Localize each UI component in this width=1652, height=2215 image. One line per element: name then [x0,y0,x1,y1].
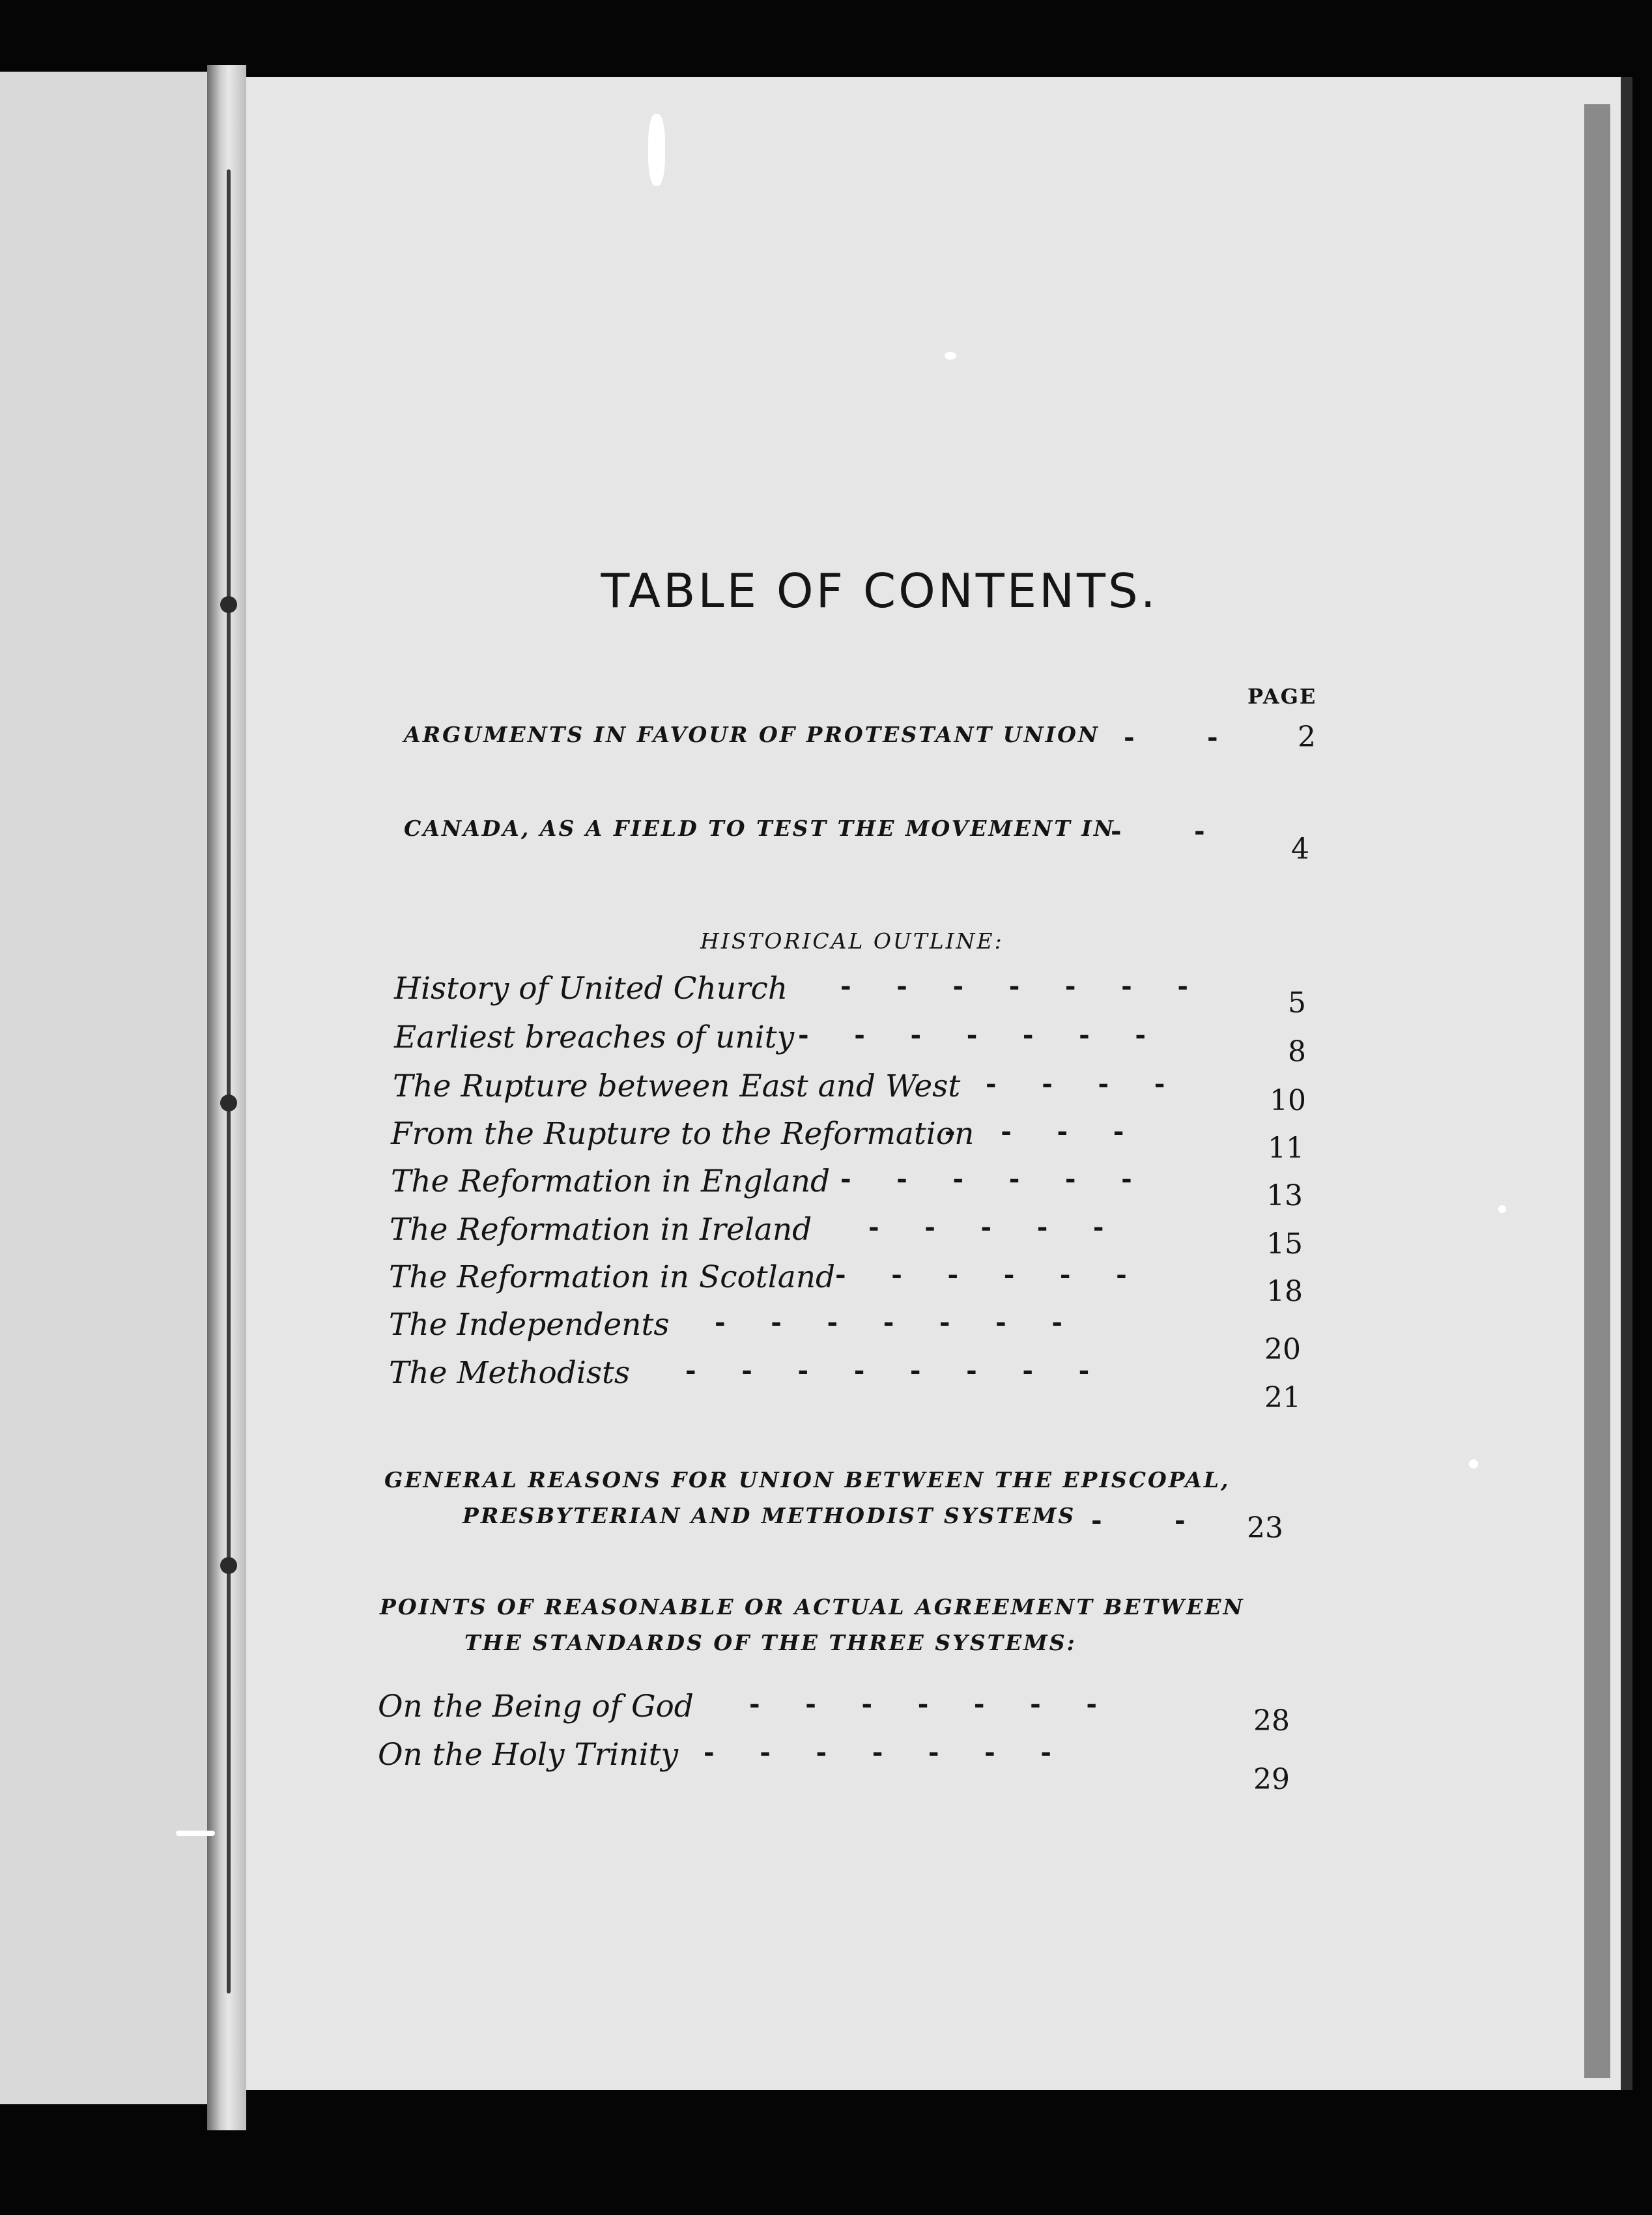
toc-entry-label: The Reformation in England [391,1164,831,1199]
toc-entry-label: On the Being of God [378,1689,694,1724]
toc-entry-label: The Rupture between East and West [393,1068,961,1104]
toc-entry-label: From the Rupture to the Reformation [391,1116,975,1152]
leader-dots: - - [1091,1505,1186,1536]
dust-speck [1469,1459,1478,1468]
toc-entry-label: CANADA, AS A FIELD TO TEST THE MOVEMENT IN [404,816,1115,841]
binding-knot [220,596,237,613]
leader-dots: - - - - [986,1068,1165,1099]
toc-entry-label: The Independents [389,1307,670,1343]
toc-entry-label: The Methodists [389,1355,631,1391]
toc-entry-label: ARGUMENTS IN FAVOUR OF PROTESTANT UNION [404,722,1100,747]
toc-entry-label-continued: PRESBYTERIAN AND METHODIST SYSTEMS [463,1503,1076,1528]
toc-entry-label: The Reformation in Scotland [389,1259,836,1295]
binding-thread [227,169,231,1994]
toc-entry-label: History of United Church [394,971,788,1007]
leader-dots: - - - - - - - [715,1307,1062,1337]
page-number: 23 [1247,1511,1283,1545]
page-number: 2 [1298,721,1316,754]
leader-dots: - - - - - - - [798,1020,1146,1050]
page-number: 20 [1264,1333,1301,1366]
toc-entry [391,1116,1316,1165]
toc-entry [394,1020,1319,1068]
dust-speck [176,1831,215,1836]
leader-dots: - - - - - - - [749,1689,1097,1719]
page-number: 28 [1253,1704,1290,1737]
toc-entry [393,1068,1318,1117]
toc-entry [394,971,1319,1020]
toc-entry [391,1164,1316,1212]
toc-entry [404,722,1329,761]
toc-entry [389,1307,1314,1366]
leader-dots: - - [1111,816,1205,846]
toc-entry [378,1737,1303,1796]
toc-entry [389,1259,1314,1308]
toc-entry-label: GENERAL REASONS FOR UNION BETWEEN THE EPISCOPAL, [384,1467,1231,1493]
section-heading-continued: THE STANDARDS OF THE THREE SYSTEMS: [464,1630,1077,1655]
toc-entry [389,1355,1314,1414]
toc-entry-label: The Reformation in Ireland [390,1212,812,1248]
dust-speck [648,114,665,186]
leader-dots: - - - - [945,1116,1124,1147]
toc-entry [404,816,1329,866]
leader-dots: - - [1124,722,1218,752]
toc-entry-label: Earliest breaches of unity [394,1020,795,1055]
toc-entry [378,1689,1303,1737]
page-number: 8 [1288,1035,1306,1068]
page-number: 21 [1264,1381,1301,1414]
section-heading: HISTORICAL OUTLINE: [700,928,1004,954]
page-edge-shadow [1584,104,1610,2078]
page-title: TABLE OF CONTENTS. [601,564,1158,618]
leader-dots: - - - - - [868,1212,1104,1242]
page-number: 10 [1270,1084,1306,1117]
page-number: 13 [1266,1179,1303,1212]
page-number: 11 [1268,1132,1304,1165]
left-page-edge [0,72,211,2104]
page-number: 29 [1253,1763,1290,1796]
page-number: 5 [1288,986,1306,1020]
dust-speck [1498,1205,1506,1213]
page-number: 18 [1266,1275,1303,1308]
dust-speck [945,352,956,360]
binding-knot [220,1557,237,1574]
leader-dots: - - - - - - - [704,1737,1051,1767]
page-number: 4 [1291,833,1309,866]
leader-dots: - - - - - - - [840,971,1188,1001]
toc-entry-label: On the Holy Trinity [378,1737,679,1773]
section-heading: POINTS OF REASONABLE OR ACTUAL AGREEMENT BETWEEN [380,1594,1245,1620]
page-number: 15 [1266,1227,1303,1261]
toc-entry [384,1467,1322,1552]
leader-dots: - - - - - - [840,1164,1132,1194]
toc-section [380,1594,1318,1679]
leader-dots: - - - - - - - - [685,1355,1090,1386]
page-column-header: PAGE [1247,684,1317,709]
binding-knot [220,1094,237,1111]
toc-entry [390,1212,1315,1261]
leader-dots: - - - - - - [835,1259,1127,1290]
